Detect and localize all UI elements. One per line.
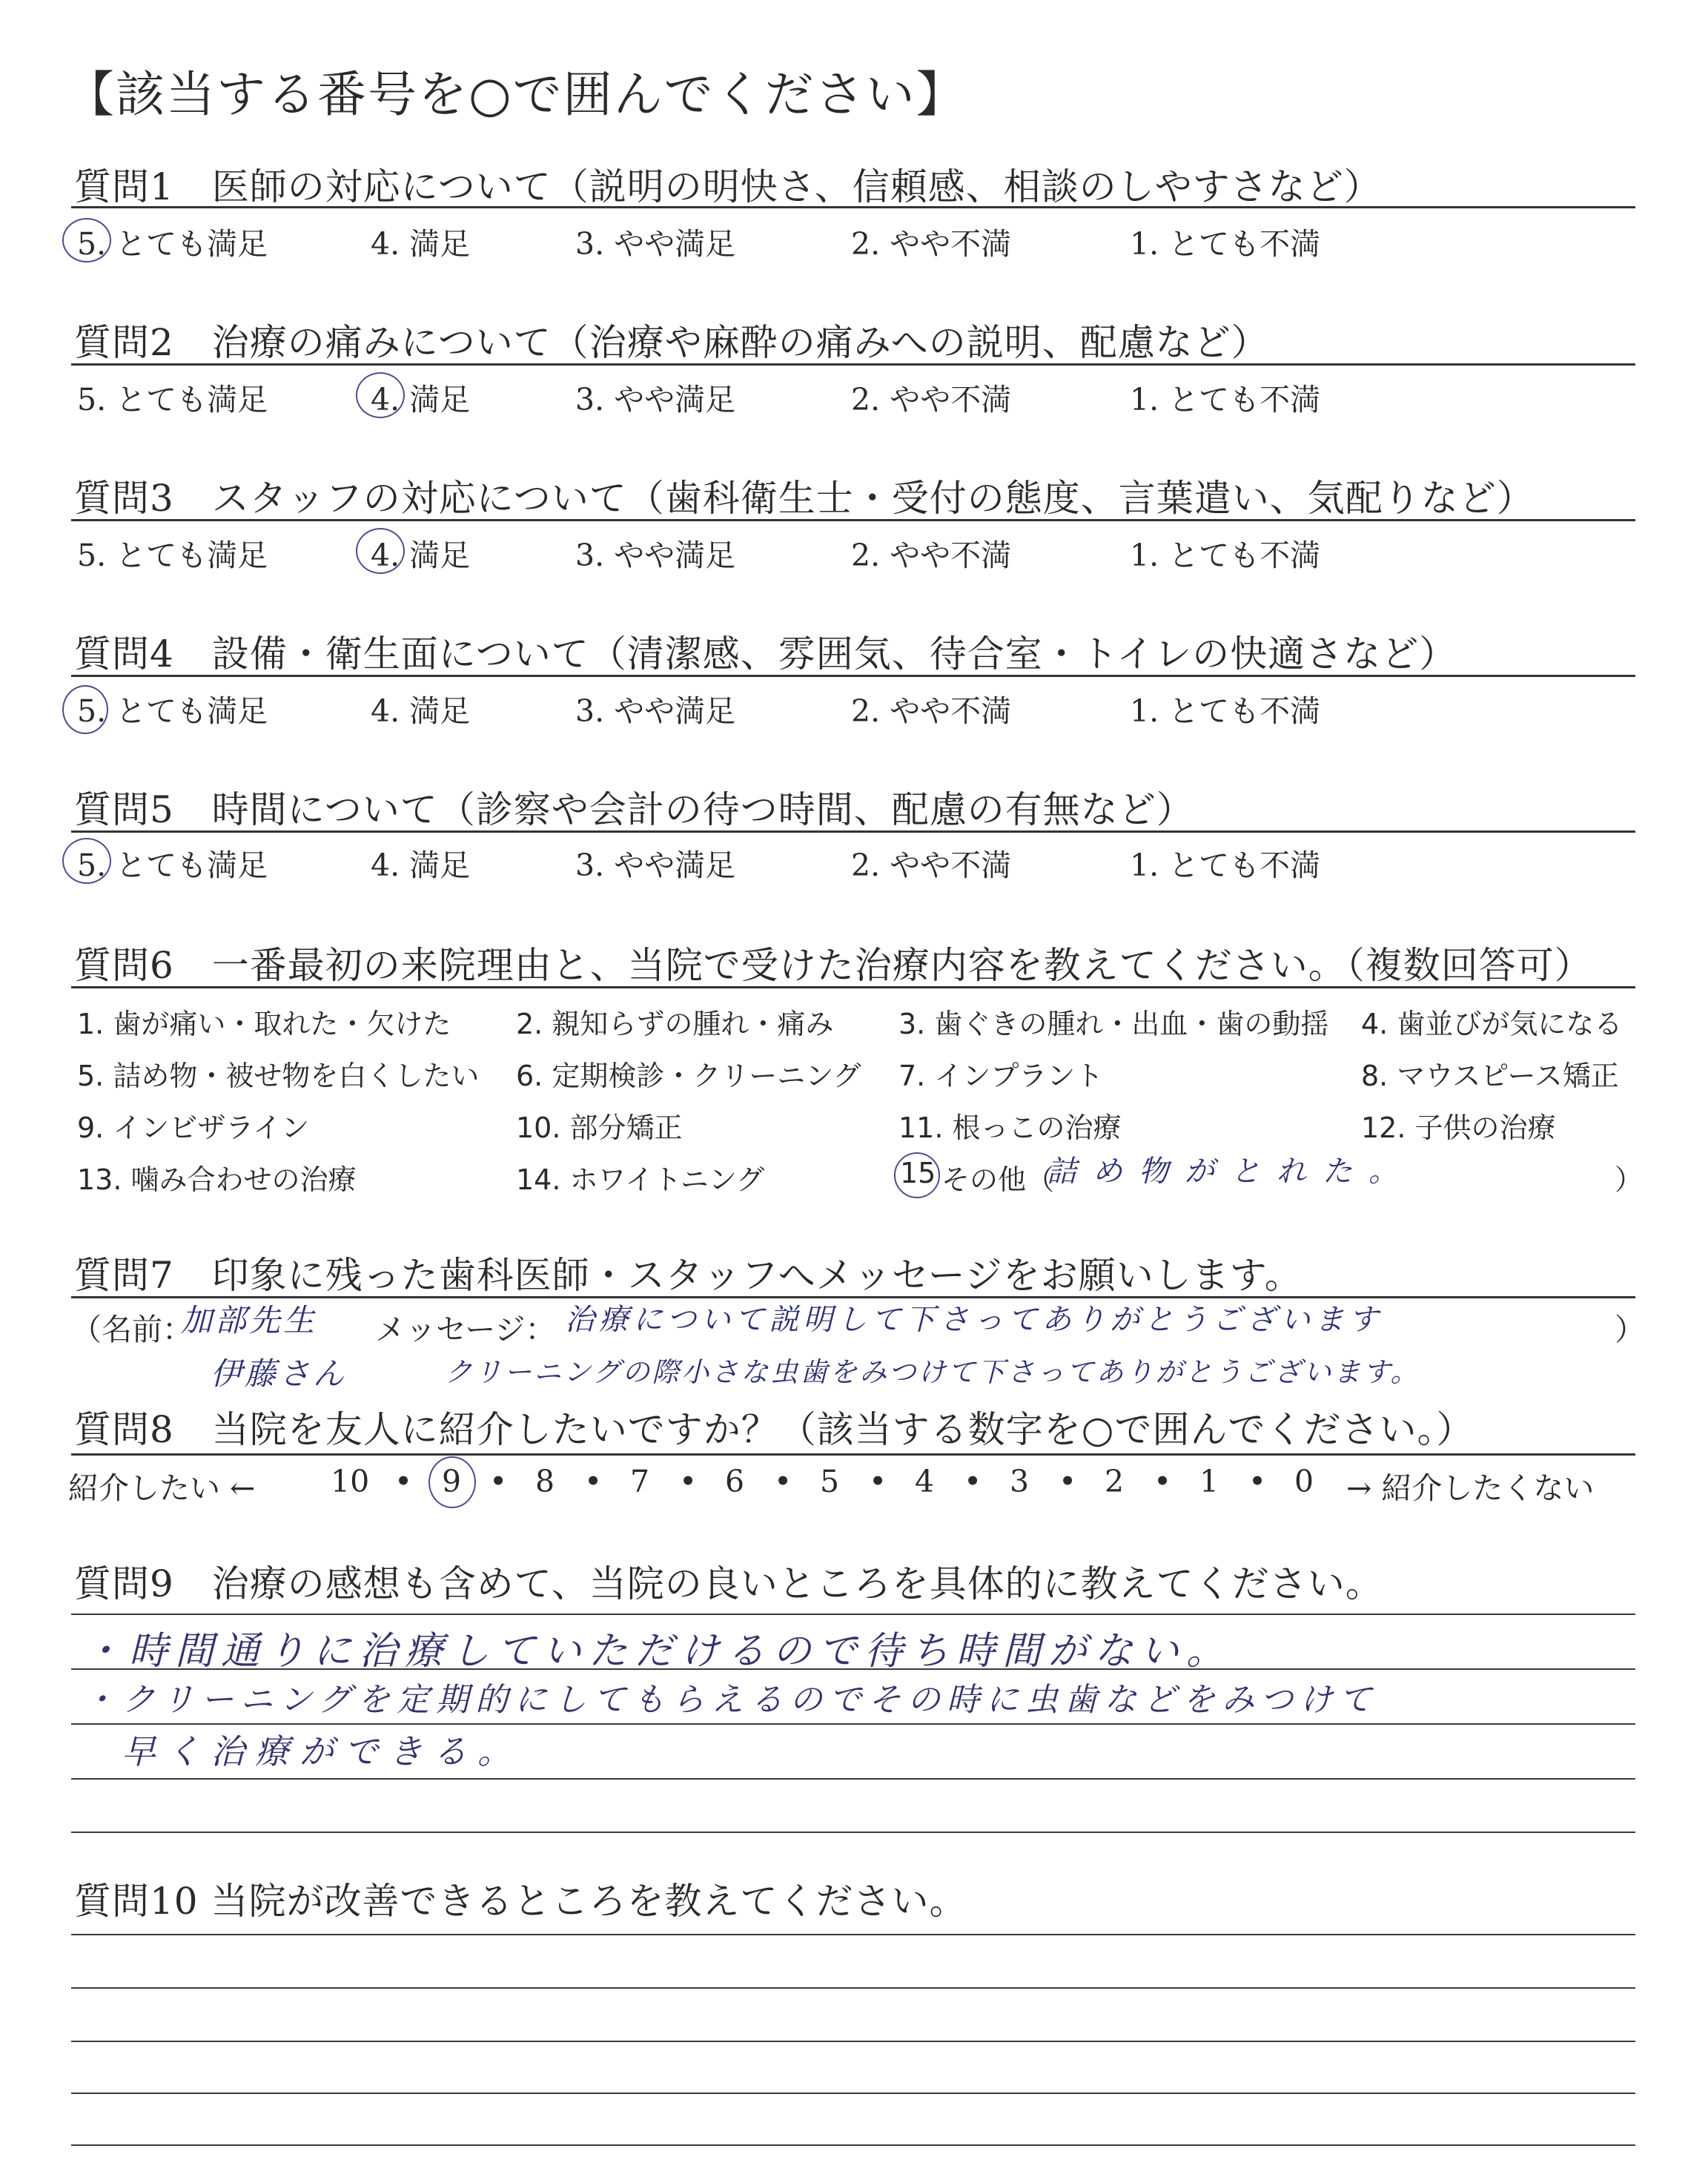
q8-scale-1[interactable]: 1 bbox=[1199, 1464, 1219, 1499]
q1-rule bbox=[71, 206, 1635, 208]
q8-scale-9[interactable]: 9 bbox=[442, 1464, 462, 1499]
q2-option-1[interactable]: 1. とても不満 bbox=[1130, 382, 1321, 417]
q8-dot: • bbox=[584, 1464, 603, 1499]
q6-option-7[interactable]: 7. インプラント bbox=[898, 1060, 1104, 1092]
q5-option-1[interactable]: 1. とても不満 bbox=[1130, 848, 1321, 883]
q6-option-14[interactable]: 14. ホワイトニング bbox=[516, 1163, 765, 1196]
q4-option-3[interactable]: 3. やや満足 bbox=[575, 693, 736, 729]
q4-option-1[interactable]: 1. とても不満 bbox=[1130, 693, 1321, 729]
q7-message-1: 治療について説明して下さってありがとうございます bbox=[565, 1303, 1383, 1337]
q3-option-5[interactable]: 5. とても満足 bbox=[77, 538, 268, 573]
q8-scale-5[interactable]: 5 bbox=[820, 1464, 840, 1499]
q2-option-2[interactable]: 2. やや不満 bbox=[851, 382, 1012, 417]
q8-left-label: 紹介したい ← bbox=[68, 1470, 256, 1506]
q6-option-6[interactable]: 6. 定期検診・クリーニング bbox=[516, 1060, 861, 1092]
q5-option-3[interactable]: 3. やや満足 bbox=[575, 848, 736, 883]
q1-option-5[interactable]: 5. とても満足 bbox=[77, 226, 268, 262]
q7-message-label: メッセージ： bbox=[375, 1312, 556, 1347]
q7-name-label: （名前： bbox=[71, 1312, 193, 1347]
q6-option-2[interactable]: 2. 親知らずの腫れ・痛み bbox=[516, 1008, 834, 1040]
q8-scale-10[interactable]: 10 bbox=[331, 1464, 370, 1499]
q2-answer-circle bbox=[356, 372, 405, 418]
q6-other-handwritten: 詰め物がとれた。 bbox=[1047, 1155, 1414, 1189]
q4-option-2[interactable]: 2. やや不満 bbox=[851, 693, 1012, 729]
q6-option-1[interactable]: 1. 歯が痛い・取れた・欠けた bbox=[77, 1008, 451, 1040]
q5-option-4[interactable]: 4. 満足 bbox=[371, 848, 471, 883]
q6-heading: 質問6 一番最初の来院理由と、当院で受けた治療内容を教えてください。（複数回答可） bbox=[74, 944, 1592, 987]
q4-option-5[interactable]: 5. とても満足 bbox=[77, 693, 268, 729]
page-title: 【該当する番号を○で囲んでください】 bbox=[65, 66, 967, 123]
q2-option-5[interactable]: 5. とても満足 bbox=[77, 382, 268, 417]
q6-option-3[interactable]: 3. 歯ぐきの腫れ・出血・歯の動揺 bbox=[898, 1008, 1329, 1040]
q6-option-4[interactable]: 4. 歯並びが気になる bbox=[1361, 1008, 1623, 1040]
q10-line-2 bbox=[71, 1987, 1635, 1989]
q8-dot: • bbox=[394, 1464, 413, 1499]
q9-line-5 bbox=[71, 1832, 1635, 1833]
q2-option-4[interactable]: 4. 満足 bbox=[371, 382, 471, 417]
q7-name-2: 伊藤さん bbox=[211, 1355, 348, 1392]
q9-line-1 bbox=[71, 1614, 1635, 1615]
q6-option-5[interactable]: 5. 詰め物・被せ物を白くしたい bbox=[77, 1060, 480, 1092]
q3-heading: 質問3 スタッフの対応について（歯科衛生士・受付の態度、言葉遣い、気配りなど） bbox=[74, 477, 1535, 520]
q8-dot: • bbox=[489, 1464, 508, 1499]
q1-option-1[interactable]: 1. とても不満 bbox=[1130, 226, 1321, 262]
q5-option-5[interactable]: 5. とても満足 bbox=[77, 848, 268, 883]
q6-answer-circle bbox=[894, 1152, 940, 1198]
q8-dot: • bbox=[869, 1464, 887, 1499]
q10-line-4 bbox=[71, 2093, 1635, 2094]
q5-heading: 質問5 時間について（診察や会計の待つ時間、配慮の有無など） bbox=[74, 788, 1194, 831]
q6-option-13[interactable]: 13. 噛み合わせの治療 bbox=[77, 1163, 357, 1196]
q6-option-8[interactable]: 8. マウスピース矯正 bbox=[1361, 1060, 1619, 1092]
q6-rule bbox=[71, 986, 1635, 988]
q3-option-2[interactable]: 2. やや不満 bbox=[851, 538, 1012, 573]
q7-heading: 質問7 印象に残った歯科医師・スタッフへメッセージをお願いします。 bbox=[74, 1254, 1302, 1297]
q2-rule bbox=[71, 363, 1635, 366]
q8-scale-7[interactable]: 7 bbox=[630, 1464, 650, 1499]
q10-line-1 bbox=[71, 1934, 1635, 1935]
q9-line-4 bbox=[71, 1778, 1635, 1780]
q8-dot: • bbox=[964, 1464, 982, 1499]
q9-heading: 質問9 治療の感想も含めて、当院の良いところを具体的に教えてください。 bbox=[74, 1562, 1383, 1605]
q8-scale-3[interactable]: 3 bbox=[1010, 1464, 1030, 1499]
q4-option-4[interactable]: 4. 満足 bbox=[371, 693, 471, 729]
q10-line-3 bbox=[71, 2041, 1635, 2042]
q4-answer-circle bbox=[62, 685, 108, 734]
q9-answer-line-3: 早く治療ができる。 bbox=[122, 1731, 522, 1771]
q8-dot: • bbox=[679, 1464, 698, 1499]
q8-heading: 質問8 当院を友人に紹介したいですか？（該当する数字を○で囲んでください。） bbox=[74, 1408, 1474, 1451]
q7-name-1: 加部先生 bbox=[181, 1302, 318, 1338]
q10-heading: 質問10 当院が改善できるところを教えてください。 bbox=[74, 1880, 967, 1923]
q6-other-close: ） bbox=[1615, 1163, 1644, 1196]
q2-option-3[interactable]: 3. やや満足 bbox=[575, 382, 736, 417]
q7-close: ） bbox=[1615, 1312, 1645, 1347]
q8-scale-4[interactable]: 4 bbox=[915, 1464, 935, 1499]
q8-dot: • bbox=[1153, 1464, 1172, 1499]
q8-dot: • bbox=[1059, 1464, 1077, 1499]
q3-option-1[interactable]: 1. とても不満 bbox=[1130, 538, 1321, 573]
q1-heading: 質問1 医師の対応について（説明の明快さ、信頼感、相談のしやすさなど） bbox=[74, 165, 1382, 208]
q8-scale-8[interactable]: 8 bbox=[535, 1464, 555, 1499]
q1-option-4[interactable]: 4. 満足 bbox=[371, 226, 471, 262]
q5-rule bbox=[71, 830, 1635, 833]
q5-answer-circle bbox=[62, 838, 111, 884]
q8-rule bbox=[71, 1453, 1635, 1456]
q8-scale-6[interactable]: 6 bbox=[725, 1464, 745, 1499]
q6-option-11[interactable]: 11. 根っこの治療 bbox=[898, 1112, 1122, 1144]
q1-option-2[interactable]: 2. やや不満 bbox=[851, 226, 1012, 262]
q9-answer-line-2: ・クリーニングを定期的にしてもらえるのでその時に虫歯などをみつけて bbox=[83, 1681, 1379, 1719]
q1-option-3[interactable]: 3. やや満足 bbox=[575, 226, 736, 262]
q6-option-12[interactable]: 12. 子供の治療 bbox=[1361, 1112, 1556, 1144]
q7-message-2: クリーニングの際小さな虫歯をみつけて下さってありがとうございます。 bbox=[445, 1356, 1420, 1388]
q8-right-label: → 紹介したくない bbox=[1346, 1470, 1595, 1506]
q6-option-15-number[interactable]: 15 bbox=[900, 1157, 936, 1189]
q6-option-15-label[interactable]: その他（ bbox=[941, 1163, 1055, 1196]
q8-scale-0[interactable]: 0 bbox=[1294, 1464, 1314, 1499]
q5-option-2[interactable]: 2. やや不満 bbox=[851, 848, 1012, 883]
q4-heading: 質問4 設備・衛生面について（清潔感、雰囲気、待合室・トイレの快適さなど） bbox=[74, 633, 1457, 676]
q3-option-3[interactable]: 3. やや満足 bbox=[575, 538, 736, 573]
q9-answer-line-1: ・時間通りに治療していただけるので待ち時間がない。 bbox=[83, 1629, 1233, 1674]
q4-rule bbox=[71, 675, 1635, 677]
q3-answer-circle bbox=[356, 528, 405, 574]
q8-scale-2[interactable]: 2 bbox=[1105, 1464, 1125, 1499]
q3-option-4[interactable]: 4. 満足 bbox=[371, 538, 471, 573]
q1-answer-circle bbox=[62, 218, 111, 262]
q8-answer-circle bbox=[428, 1456, 476, 1508]
q8-dot: • bbox=[774, 1464, 792, 1499]
q2-heading: 質問2 治療の痛みについて（治療や麻酔の痛みへの説明、配慮など） bbox=[74, 321, 1269, 364]
q6-option-10[interactable]: 10. 部分矯正 bbox=[516, 1112, 683, 1144]
q6-option-9[interactable]: 9. インビザライン bbox=[77, 1112, 310, 1144]
q10-line-5 bbox=[71, 2144, 1635, 2146]
q3-rule bbox=[71, 519, 1635, 521]
q8-dot: • bbox=[1248, 1464, 1267, 1499]
